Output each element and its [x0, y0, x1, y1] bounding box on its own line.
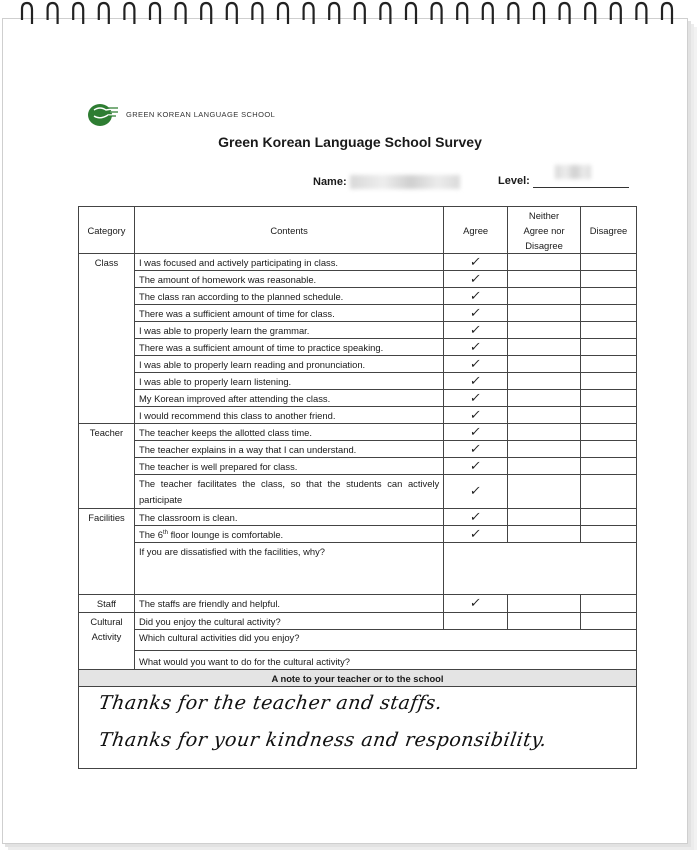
agree-cell[interactable]	[444, 339, 508, 356]
binding-ring	[432, 3, 442, 24]
neither-cell[interactable]	[508, 322, 581, 339]
row-text: I was focused and actively participating in class.	[134, 254, 443, 271]
table-row	[79, 509, 637, 526]
level-label: Level:	[498, 175, 530, 187]
disagree-cell[interactable]	[581, 339, 637, 356]
category-facilities: Facilities	[79, 509, 135, 595]
table-row	[79, 424, 637, 441]
row-text: I would recommend this class to another friend.	[134, 407, 443, 424]
neither-cell[interactable]	[508, 509, 581, 526]
level-line	[533, 175, 629, 188]
table-row	[79, 475, 637, 509]
category-cultural-line2: Activity	[91, 631, 122, 643]
disagree-cell[interactable]	[581, 595, 637, 613]
row-text: If you are dissatisfied with the facilities, why?	[134, 543, 443, 595]
disagree-cell[interactable]	[581, 475, 637, 509]
agree-cell[interactable]	[444, 441, 508, 458]
agree-cell[interactable]	[444, 254, 508, 271]
binding-ring	[227, 3, 237, 24]
table-row	[79, 630, 637, 651]
binding-ring	[48, 3, 58, 24]
row-text: Did you enjoy the cultural activity?	[134, 613, 443, 630]
binding-ring	[355, 3, 365, 24]
check-mark-icon: ✓	[468, 458, 483, 474]
agree-cell[interactable]	[444, 305, 508, 322]
page-title: Green Korean Language School Survey	[218, 134, 482, 150]
row-text: There was a sufficient amount of time to practice speaking.	[134, 339, 443, 356]
row-text-post: floor lounge is comfortable.	[167, 529, 284, 541]
check-mark-icon: ✓	[468, 288, 483, 304]
neither-cell[interactable]	[508, 390, 581, 407]
binding-ring	[304, 3, 314, 24]
row-text: The teacher keeps the allotted class time.	[134, 424, 443, 441]
neither-cell[interactable]	[508, 458, 581, 475]
table-row	[79, 543, 637, 595]
disagree-cell[interactable]	[581, 271, 637, 288]
disagree-cell[interactable]	[581, 458, 637, 475]
agree-cell[interactable]	[444, 424, 508, 441]
disagree-cell[interactable]	[581, 254, 637, 271]
agree-cell[interactable]	[444, 458, 508, 475]
neither-cell[interactable]	[508, 475, 581, 509]
row-text-sup: th	[162, 530, 168, 536]
binding-ring	[252, 3, 262, 24]
row-text: The classroom is clean.	[134, 509, 443, 526]
disagree-cell[interactable]	[581, 390, 637, 407]
row-text: The teacher explains in a way that I can understand.	[134, 441, 443, 458]
agree-cell[interactable]	[444, 390, 508, 407]
check-mark-icon: ✓	[468, 484, 483, 499]
name-redacted	[350, 175, 460, 189]
disagree-cell[interactable]	[581, 407, 637, 424]
table-row	[79, 322, 637, 339]
row-text	[134, 526, 443, 543]
binding-ring	[662, 3, 672, 24]
check-mark-icon: ✓	[468, 271, 483, 287]
category-teacher: Teacher	[79, 424, 135, 509]
binding-ring	[201, 3, 211, 24]
binding-ring	[380, 3, 390, 24]
disagree-cell[interactable]	[581, 356, 637, 373]
agree-cell[interactable]	[444, 356, 508, 373]
note-header-row	[79, 670, 637, 687]
binding-ring	[329, 3, 339, 24]
disagree-cell[interactable]	[581, 305, 637, 322]
note-line-2: Thanks for your kindness and responsibility.	[97, 729, 549, 751]
check-mark-icon: ✓	[468, 424, 483, 440]
name-field[interactable]	[313, 175, 460, 189]
row-text: I was able to properly learn listening.	[134, 373, 443, 390]
table-row	[79, 356, 637, 373]
neither-cell[interactable]	[508, 271, 581, 288]
binding-ring	[457, 3, 467, 24]
binding-ring	[73, 3, 83, 24]
binding-ring	[534, 3, 544, 24]
header-contents: Contents	[134, 207, 443, 254]
category-staff: Staff	[79, 595, 135, 613]
binding-ring	[560, 3, 570, 24]
binding-ring	[585, 3, 595, 24]
neither-cell[interactable]	[508, 288, 581, 305]
level-field[interactable]	[498, 175, 629, 188]
agree-cell[interactable]	[444, 509, 508, 526]
binding-ring	[124, 3, 134, 24]
row-text: What would you want to do for the cultural activity?	[134, 651, 636, 670]
binding-ring	[508, 3, 518, 24]
neither-cell[interactable]	[508, 595, 581, 613]
row-text: The teacher is well prepared for class.	[134, 458, 443, 475]
category-cultural-line1: Cultural	[90, 616, 123, 628]
neither-cell[interactable]	[508, 305, 581, 322]
agree-cell[interactable]	[444, 613, 508, 630]
neither-cell[interactable]	[508, 441, 581, 458]
table-row	[79, 595, 637, 613]
survey-table	[78, 206, 637, 687]
table-row	[79, 458, 637, 475]
neither-cell[interactable]	[508, 339, 581, 356]
check-mark-icon: ✓	[468, 254, 483, 270]
binding-ring	[636, 3, 646, 24]
neither-cell[interactable]	[508, 613, 581, 630]
binding-ring	[22, 3, 32, 24]
name-label: Name:	[313, 175, 347, 188]
disagree-cell[interactable]	[581, 613, 637, 630]
agree-cell[interactable]	[444, 407, 508, 424]
row-text-pre: The 6	[138, 529, 163, 541]
row-text: The teacher facilitates the class, so that the students can actively participate	[134, 475, 443, 509]
agree-cell[interactable]	[444, 288, 508, 305]
table-row	[79, 407, 637, 424]
binding-ring	[483, 3, 493, 24]
check-mark-icon: ✓	[468, 407, 483, 423]
neither-cell[interactable]	[508, 526, 581, 543]
check-mark-icon: ✓	[468, 596, 483, 612]
header-disagree: Disagree	[581, 207, 637, 254]
disagree-cell[interactable]	[581, 424, 637, 441]
neither-cell[interactable]	[508, 373, 581, 390]
binding-ring	[99, 3, 109, 24]
answer-area[interactable]	[444, 543, 637, 595]
table-row	[79, 441, 637, 458]
check-mark-icon: ✓	[468, 373, 483, 389]
binding-ring	[611, 3, 621, 24]
table-row	[79, 271, 637, 288]
agree-cell[interactable]	[444, 322, 508, 339]
table-row	[79, 254, 637, 271]
logo-text: GREEN KOREAN LANGUAGE SCHOOL	[126, 109, 276, 119]
note-line-1: Thanks for the teacher and staffs.	[97, 692, 444, 714]
category-cultural-activity	[79, 613, 135, 670]
row-text: There was a sufficient amount of time for class.	[134, 305, 443, 322]
header-neither-line1: Neither	[528, 209, 560, 221]
binding-ring	[150, 3, 160, 24]
binding-ring	[176, 3, 186, 24]
school-logo-icon	[86, 100, 122, 128]
header-neither	[508, 207, 581, 254]
check-mark-icon: ✓	[468, 441, 483, 457]
table-row	[79, 373, 637, 390]
note-header: A note to your teacher or to the school	[79, 670, 637, 687]
neither-cell[interactable]	[508, 356, 581, 373]
agree-cell[interactable]	[444, 475, 508, 509]
check-mark-icon: ✓	[468, 339, 483, 355]
check-mark-icon: ✓	[468, 305, 483, 321]
table-row	[79, 651, 637, 670]
neither-cell[interactable]	[508, 407, 581, 424]
disagree-cell[interactable]	[581, 373, 637, 390]
binding-ring	[406, 3, 416, 24]
disagree-cell[interactable]	[581, 288, 637, 305]
row-text: Which cultural activities did you enjoy?	[134, 630, 636, 651]
check-mark-icon: ✓	[468, 356, 483, 372]
school-logo	[86, 100, 275, 128]
table-row	[79, 339, 637, 356]
header-neither-line3: Disagree	[525, 239, 563, 251]
agree-cell[interactable]	[444, 595, 508, 613]
binding-ring	[278, 3, 288, 24]
table-row	[79, 390, 637, 407]
row-text: My Korean improved after attending the class.	[134, 390, 443, 407]
row-text: The class ran according to the planned schedule.	[134, 288, 443, 305]
spiral-binding	[0, 0, 700, 30]
agree-cell[interactable]	[444, 271, 508, 288]
row-text: I was able to properly learn reading and pronunciation.	[134, 356, 443, 373]
disagree-cell[interactable]	[581, 509, 637, 526]
disagree-cell[interactable]	[581, 441, 637, 458]
table-row	[79, 288, 637, 305]
check-mark-icon: ✓	[468, 322, 483, 338]
disagree-cell[interactable]	[581, 322, 637, 339]
agree-cell[interactable]	[444, 373, 508, 390]
disagree-cell[interactable]	[581, 526, 637, 543]
row-text: I was able to properly learn the grammar.	[134, 322, 443, 339]
check-mark-icon: ✓	[468, 526, 483, 542]
table-row	[79, 305, 637, 322]
neither-cell[interactable]	[508, 424, 581, 441]
table-row	[79, 613, 637, 630]
agree-cell[interactable]	[444, 526, 508, 543]
header-agree: Agree	[444, 207, 508, 254]
row-text: The amount of homework was reasonable.	[134, 271, 443, 288]
header-category: Category	[79, 207, 135, 254]
check-mark-icon: ✓	[468, 509, 483, 525]
table-header-row	[79, 207, 637, 254]
category-class: Class	[79, 254, 135, 424]
note-area[interactable]	[78, 686, 637, 769]
header-neither-line2: Agree nor	[523, 224, 565, 236]
neither-cell[interactable]	[508, 254, 581, 271]
level-redacted	[555, 165, 591, 179]
check-mark-icon: ✓	[468, 390, 483, 406]
table-row	[79, 526, 637, 543]
row-text: The staffs are friendly and helpful.	[134, 595, 443, 613]
